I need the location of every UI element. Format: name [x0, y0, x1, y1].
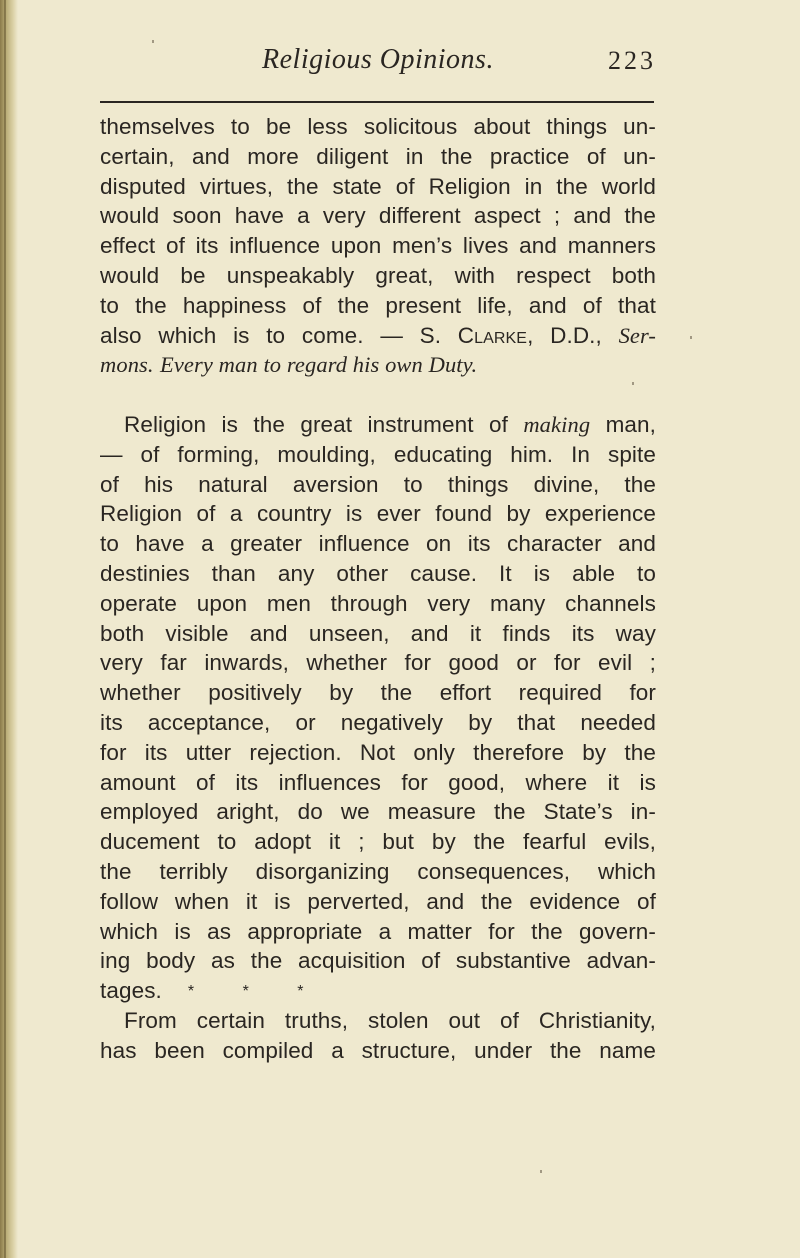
line-text: also which is to come. — S. — [100, 322, 458, 348]
text-line — [100, 976, 656, 1006]
paragraph-gap — [100, 380, 656, 410]
text-line: to the happiness of the present life, and of that — [100, 292, 656, 318]
binding-shadow-line — [4, 0, 6, 1258]
text-line: From certain truths, stolen out of Christianity, — [124, 1007, 656, 1033]
text-line: its acceptance, or negatively by that needed — [100, 709, 656, 735]
line-text: man, — [590, 411, 656, 437]
running-head: Religious Opinions. — [262, 44, 494, 75]
text-line — [100, 350, 656, 380]
sermon-title: Every man to regard his own Duty. — [160, 352, 478, 378]
text-line: follow when it is perverted, and the evidence of — [100, 888, 656, 914]
paper-speck — [540, 1170, 542, 1173]
line-text: tages. — [100, 978, 162, 1004]
text-line — [100, 410, 656, 440]
emphasis: making — [523, 411, 591, 437]
paper-speck — [632, 382, 634, 385]
text-line: ing body as the acquisition of substantive advan- — [100, 948, 656, 974]
text-line: both visible and unseen, and it finds its way — [100, 620, 656, 646]
text-line: effect of its influence upon men’s lives and manners — [100, 233, 656, 259]
work-title: Ser- — [618, 322, 656, 348]
text-line: disputed virtues, the state of Religion in the world — [100, 173, 656, 199]
work-title: mons. — [100, 352, 154, 378]
body-text — [100, 112, 656, 1066]
section-asterisks: * * * — [187, 983, 326, 1001]
header-rule — [100, 101, 654, 103]
text-line: operate upon men through very many channels — [100, 590, 656, 616]
page-number: 223 — [608, 46, 656, 75]
paper-speck — [152, 40, 154, 43]
text-line — [100, 321, 656, 351]
text-line: Religion of a country is ever found by experience — [100, 501, 656, 527]
paragraph-2 — [100, 410, 656, 1006]
text-line: for its utter rejection. Not only therefore by the — [100, 739, 656, 765]
paragraph-1 — [100, 112, 656, 380]
text-line: ducement to adopt it ; but by the fearful evils, — [100, 829, 656, 855]
page-binding-edge — [0, 0, 18, 1258]
text-line: to have a greater influence on its character and — [100, 531, 656, 557]
text-line: certain, and more diligent in the practice of un- — [100, 143, 656, 169]
text-line: has been compiled a structure, under the name — [100, 1037, 656, 1063]
text-line: the terribly disorganizing consequences, which — [100, 858, 656, 884]
paper-speck — [690, 336, 692, 339]
author-name: Clarke — [457, 322, 528, 348]
text-line: which is as appropriate a matter for the govern- — [100, 918, 656, 944]
line-text: Religion is the great instrument of — [124, 411, 524, 437]
text-line: whether positively by the effort required for — [100, 680, 656, 706]
page-header — [100, 44, 656, 90]
text-line: very far inwards, whether for good or for evil ; — [100, 650, 656, 676]
text-line: employed aright, do we measure the State’s in- — [100, 799, 656, 825]
text-line: of his natural aversion to things divine, the — [100, 471, 656, 497]
text-line: themselves to be less solicitous about things un- — [100, 114, 656, 139]
paragraph-3 — [100, 1006, 656, 1066]
line-text: , D.D., — [527, 322, 619, 348]
text-line: would soon have a very different aspect ; and the — [100, 203, 656, 229]
text-line: would be unspeakably great, with respect both — [100, 262, 656, 288]
text-line: amount of its influences for good, where it is — [100, 769, 656, 795]
text-line: — of forming, moulding, educating him. In spite — [100, 441, 656, 467]
text-line: destinies than any other cause. It is able to — [100, 560, 656, 586]
